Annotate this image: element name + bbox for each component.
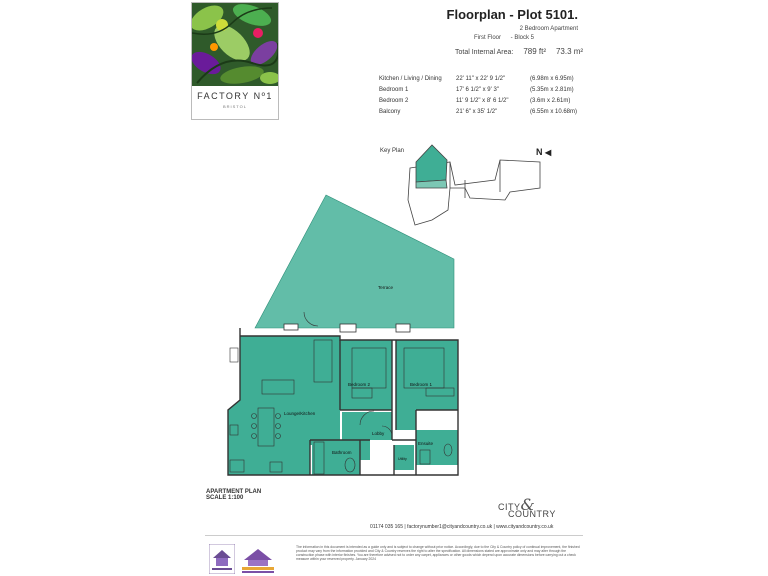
room-imperial: 21' 6" x 35' 1/2"	[456, 109, 498, 115]
total-internal-area	[455, 47, 583, 56]
apartment-plan-title: APARTMENT PLAN	[206, 489, 262, 495]
room-metric: (3.6m x 2.61m)	[530, 98, 571, 104]
room-imperial: 22' 11" x 22' 9 1/2"	[456, 76, 506, 82]
key-plan	[408, 145, 540, 225]
room-name: Bedroom 1	[379, 87, 409, 93]
apartment-plan-scale: SCALE 1:100	[206, 495, 244, 501]
bedroom-1-label: Bedroom 1	[410, 382, 433, 387]
room-name: Kitchen / Living / Dining	[379, 76, 442, 82]
bedroom-2-area	[340, 340, 392, 410]
divider	[205, 535, 583, 536]
floorplan-drawing	[200, 140, 580, 490]
botanical-artwork-icon	[192, 3, 278, 86]
room-imperial: 11' 9 1/2" x 8' 6 1/2"	[456, 98, 509, 104]
room-row	[379, 109, 589, 120]
north-arrow-icon: ◀	[545, 148, 552, 157]
room-row	[379, 87, 589, 98]
apartment-plan-label	[206, 489, 261, 501]
bedroom-2-label: Bedroom 2	[348, 382, 371, 387]
accreditation-badge-icon	[209, 544, 235, 574]
cc-logo-line2: COUNTRY	[508, 509, 556, 519]
terrace-label: Terrace	[378, 285, 394, 290]
apartment-type: 2 Bedroom Apartment	[519, 26, 578, 32]
ensuite-label: Ensuite	[418, 441, 434, 446]
tia-label: Total Internal Area:	[455, 49, 514, 56]
key-plan-label: Key Plan	[380, 148, 405, 154]
page-title: Floorplan - Plot 5101.	[446, 7, 578, 22]
room-row	[379, 98, 589, 109]
key-plan-highlight	[416, 145, 447, 182]
disclaimer-text: The information in this document is intended as a guide only and is subject to change without prior notice. Accordingly, due to the City & Country policy of continual improvement, the finished product may vary from the information provided and City & Country reserves the right to alter the specification. All dimensions stated are approximate only and may alter through the construction phase with interior finishes. You are therefore advised not to order any carpet, appliances or other goods which depend upon accurate dimensions before carrying out a check measure within your reserved property. January 2024	[296, 545, 580, 561]
bathroom-area	[312, 440, 360, 475]
room-metric: (6.98m x 6.95m)	[530, 76, 574, 82]
block-label: - Block 5	[510, 35, 535, 41]
help-to-buy-badge-icon	[240, 546, 276, 574]
room-metric: (5.35m x 2.81m)	[530, 87, 574, 93]
tia-m: 73.3 m²	[555, 47, 584, 56]
room-dimensions-table	[379, 76, 589, 120]
brand-location: BRISTOL	[222, 104, 248, 109]
utility-label: Utility	[398, 457, 407, 461]
contact-info: 01174 035 165 | factorynumber1@cityandcountry.co.uk | www.cityandcountry.co.uk	[370, 524, 554, 530]
room-row	[379, 76, 589, 87]
room-name: Bedroom 2	[379, 98, 409, 104]
tia-ft: 789 ft²	[523, 47, 547, 56]
room-name: Balcony	[379, 109, 401, 115]
factory-no1-logo	[191, 2, 279, 120]
floor-label: First Floor	[474, 35, 501, 41]
north-label: N	[536, 147, 543, 157]
brand-name: FACTORY Nº1	[197, 91, 273, 101]
bathroom-label: Bathroom	[332, 450, 352, 455]
lounge-label: Lounge/Kitchen	[284, 411, 316, 416]
cc-logo-ampersand: &	[520, 495, 536, 514]
city-and-country-logo	[498, 495, 556, 519]
lobby-label: Lobby	[372, 431, 385, 436]
floor-block	[474, 35, 534, 41]
cc-logo-line1: CITY	[498, 502, 521, 512]
room-metric: (6.55m x 10.68m)	[530, 109, 578, 115]
room-imperial: 17' 6 1/2" x 9' 3"	[456, 87, 499, 93]
